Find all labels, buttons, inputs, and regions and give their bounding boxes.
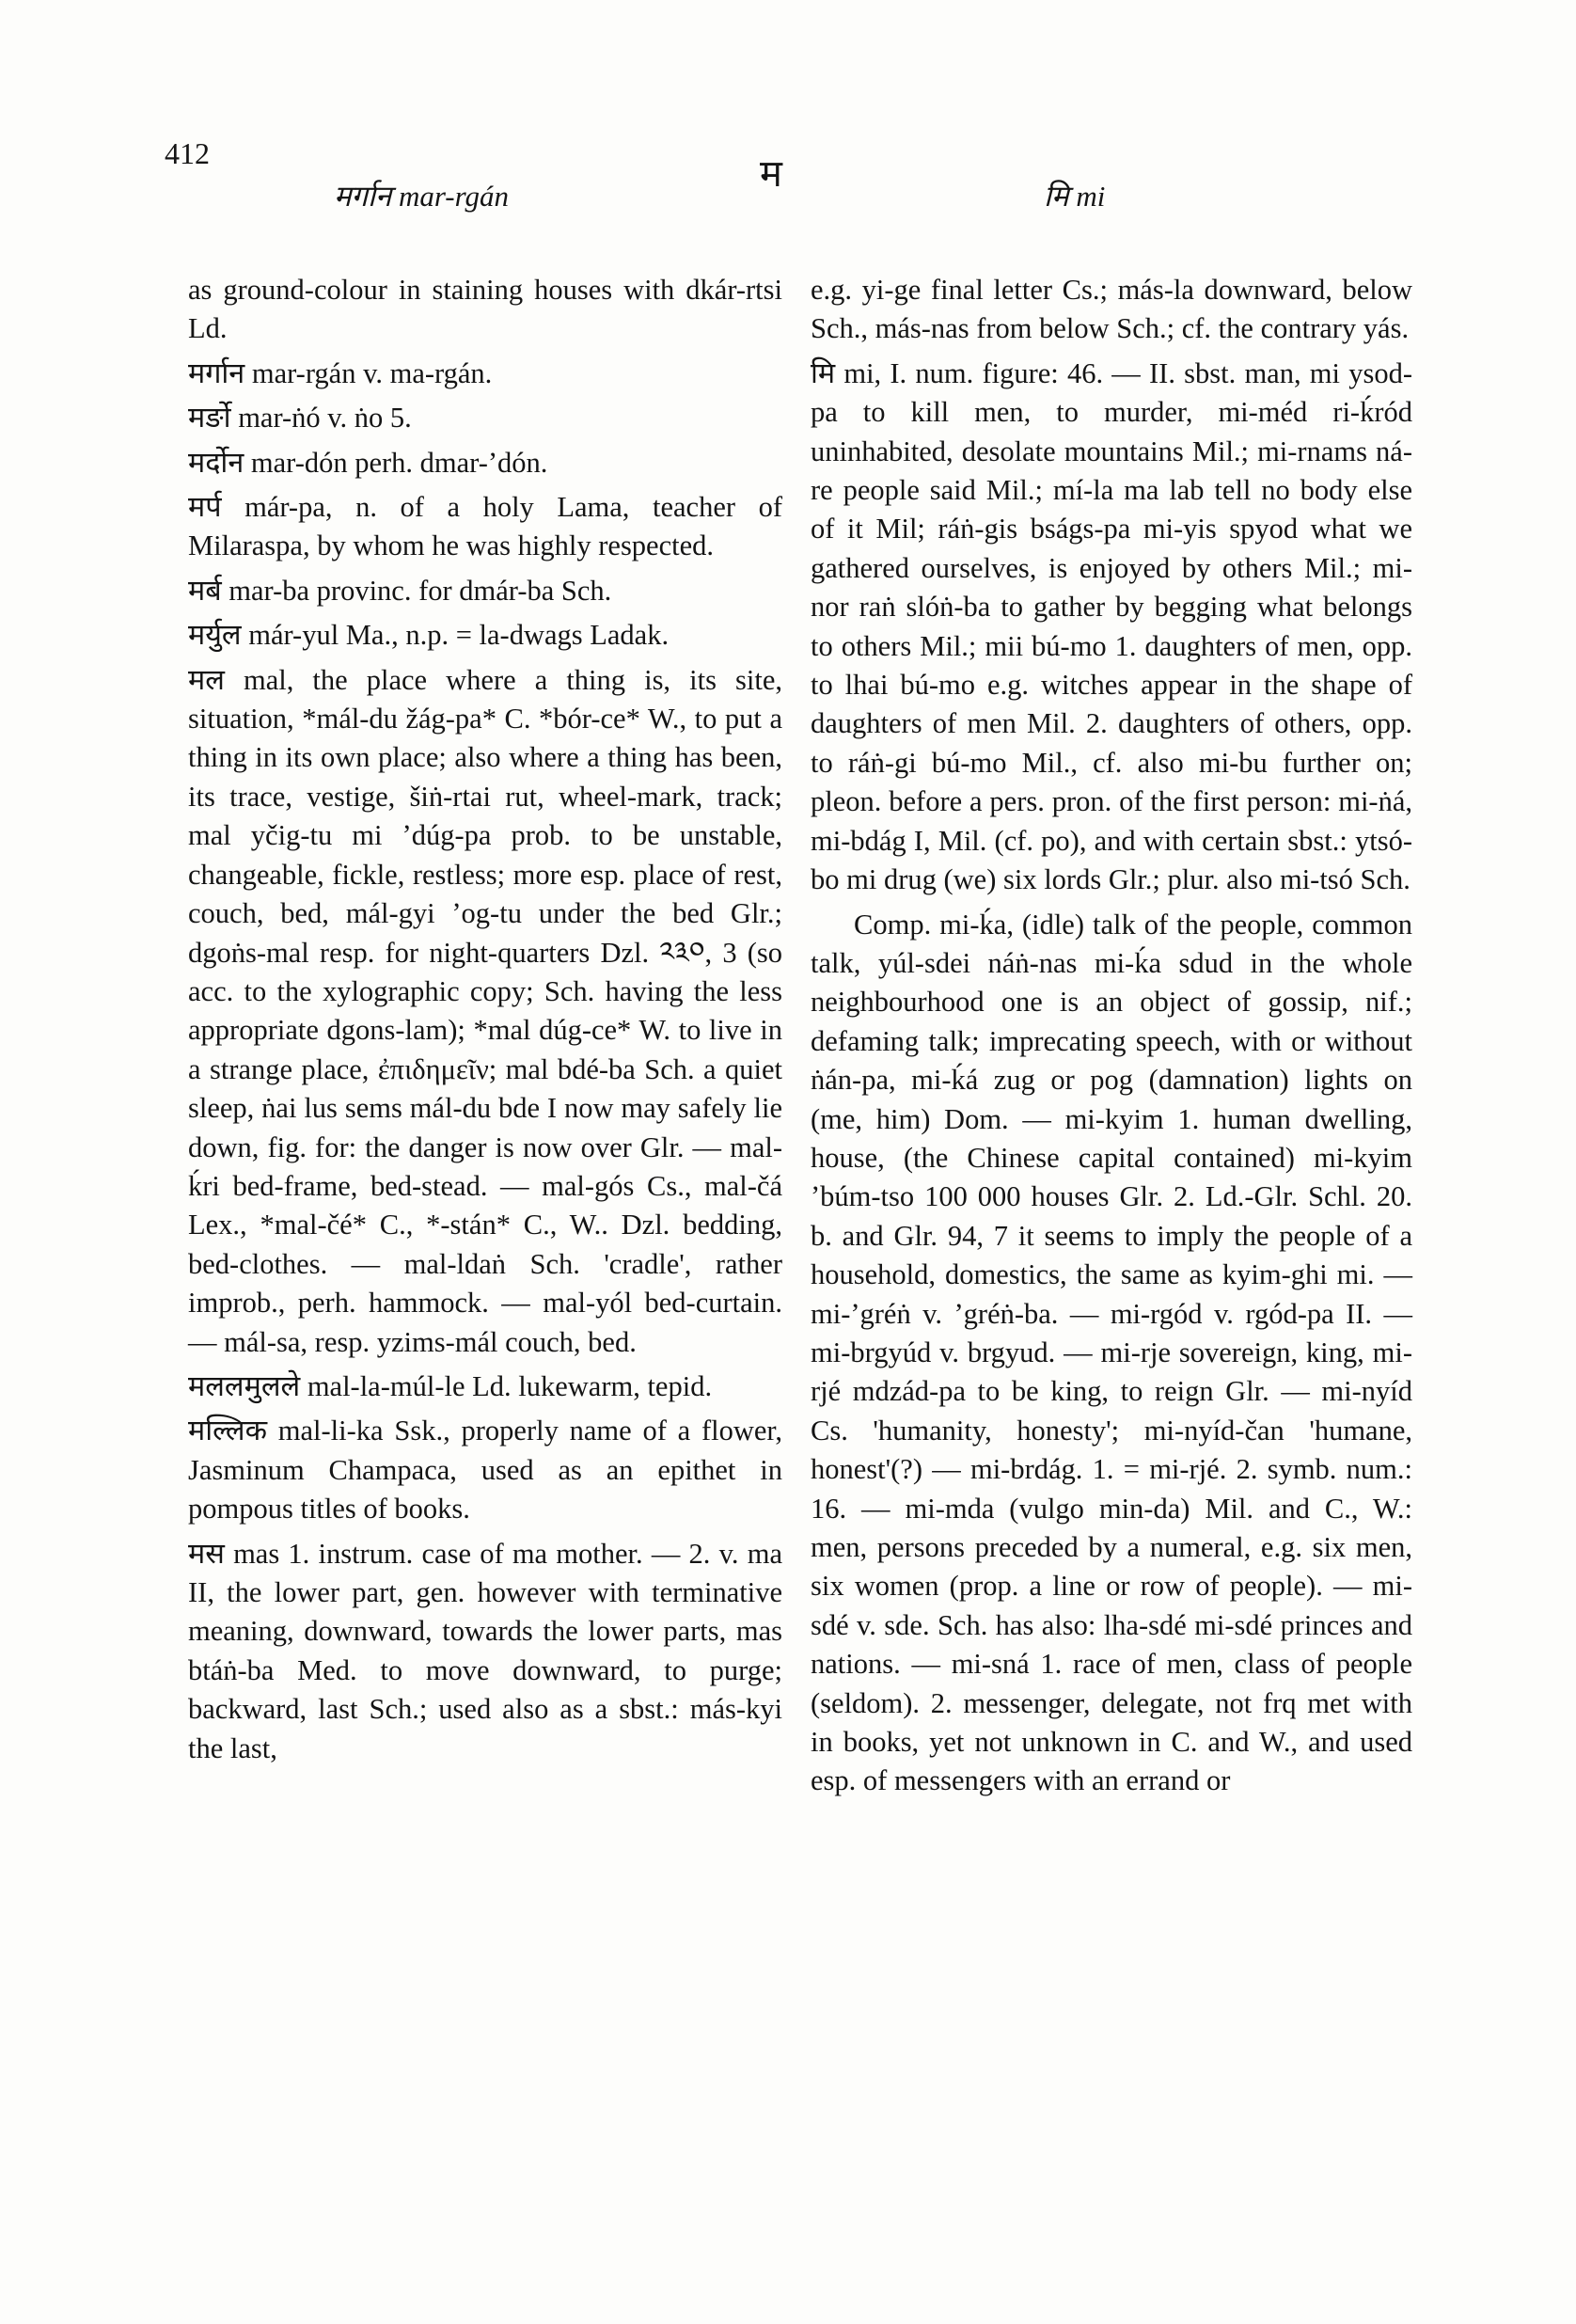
dictionary-entry: मि mi, I. num. figure: 46. — II. sbst. man, mi ysod-pa to kill men, to murder, mi-méd ri-ḱród uninhabited, desolate mountains Mil.; mi-rnams ná-re people said Mil.; mí-la ma lab tell no body else of it Mil; ráṅ-gis bságs-pa mi-yis spyod what we gathered ourselves, is enjoyed by others Mil.; mi-nor raṅ slóṅ-ba to gather by begging what belongs to others Mil.; mii bú-mo 1. daughters of men, opp. to lhai bú-mo e.g. witches appear in the shape of daughters of men Mil. 2. daughters of others, opp. to ráṅ-gi bú-mo Mil., cf. also mi-bu further on; pleon. before a pers. pron. of the first person: mi-ṅá, mi-bdág I, Mil. (cf. po), and with certain sbst.: ytsó-bo mi drug (we) six lords Glr.; plur. also mi-tsó Sch. [811,356,1412,896]
dictionary-entry: मर्युल már-yul Ma., n.p. = la-dwags Ladak. [188,619,670,652]
left-column [188,271,782,1774]
dictionary-entry: मल mal, the place where a thing is, its site, situation, *mál-du žág-pa* C. *bór-ce* W., to put a thing in its own place; also where a thing has been, its trace, vestige, šiṅ-rtai rut, wheel-mark, track; mal yčig-tu mi ʼdúg-pa prob. to be unstable, changeable, fickle, restless; more esp. place of rest, couch, bed, mál-gyi ʼog-tu under the bed Glr.; dgoṅs-mal resp. for night-quarters Dzl. ༢༣༠, 3 (so acc. to the xylographic copy; Sch. having the less appropriate dgons-lam); *mal dúg-ce* W. to live in a strange place, ἐπιδημεῖν; mal bdé-ba Sch. a quiet sleep, ṅai lus sems mál-du bde I now may safely lie down, fig. for: the danger is now over Glr. — mal-ḱri bed-frame, bed-stead. — mal-gós Cs., mal-čá Lex., *mal-čé* C., *-stán* C., W.. Dzl. bedding, bed-clothes. — mal-ldaṅ Sch. 'cradle', rather improb., perh. hammock. — mal-yól bed-curtain. — mál-sa, resp. yzims-mál couch, bed. [188,663,782,1358]
dictionary-entry: मललमुलले mal-la-múl-le Ld. lukewarm, tepid. [188,1369,713,1402]
right-column [811,271,1412,1807]
page-header [0,136,1576,212]
dictionary-entry: as ground-colour in staining houses with dkár-rtsi Ld. [188,274,782,345]
dictionary-entry: मर्दोन mar-dón perh. dmar-ʼdón. [188,446,548,479]
dictionary-entry: मल्लिक mal-li-ka Ssk., properly name of a flower, Jasminum Champaca, used as an epithet in pompous titles of books. [188,1415,782,1526]
dictionary-entry: मर्ङो mar-ṅó v. ṅo 5. [188,402,412,435]
dictionary-entry: e.g. yi-ge final letter Cs.; más-la downward, below Sch., más-nas from below Sch.; cf. the contrary yás. [811,274,1412,345]
dictionary-entry: Comp. mi-ḱa, (idle) talk of the people, common talk, yúl-sdei náṅ-nas mi-ḱa sdud in the whole neighbourhood one is an object of gossip, nif.; defaming talk; imprecating speech, with or without ṅán-pa, mi-ḱá zug or pog (damnation) lights on (me, him) Dom. — mi-kyim 1. human dwelling, house, (the Chinese capital contained) mi-kyim ʼbúm-tso 100 000 houses Glr. 2. Ld.-Glr. Schl. 20. b. and Glr. 94, 7 it seems to imply the people of a household, domestics, the same as kyim-ghi mi. — mi-ʼgréṅ v. ʼgréṅ-ba. — mi-rgód v. rgód-pa II. — mi-brgyúd v. brgyud. — mi-rje sovereign, king, mi-rjé mdzád-pa to be king, to reign Glr. — mi-nyíd Cs. 'humanity, honesty'; mi-nyíd-čan 'humane, honest'(?) — mi-brdág. 1. = mi-rjé. 2. symb. num.: 16. — mi-mda (vulgo min-da) Mil. and C., W.: men, persons preceded by a numeral, e.g. six men, six women (prop. a line or row of people). — mi-sdé v. sde. Sch. has also: lha-sdé mi-sdé princes and nations. — mi-sná 1. race of men, class of people (seldom). 2. messenger, delegate, not frq met with in books, yet not unknown in C. and W., and used esp. of messengers with an errand or [811,908,1412,1797]
right-running-headword: मि mi [1044,180,1106,213]
left-running-headword: मर्गान mar-rgán [334,180,510,213]
dictionary-entry: मर्गान mar-rgán v. ma-rgán. [188,356,493,389]
dictionary-entry: मर्प már-pa, n. of a holy Lama, teacher of Milaraspa, by whom he was highly respected. [188,491,782,562]
dictionary-entry: मर्ब mar-ba provinc. for dmár-ba Sch. [188,574,612,607]
dictionary-entry: मस mas 1. instrum. case of ma mother. — 2. v. ma II, the lower part, gen. however with terminative meaning, downward, towards the lower parts, mas btáṅ-ba Med. to move downward, to purge; backward, last Sch.; used also as a sbst.: más-kyi the last, [188,1537,782,1764]
page-number: 412 [165,136,210,170]
section-letter: म [760,152,782,195]
